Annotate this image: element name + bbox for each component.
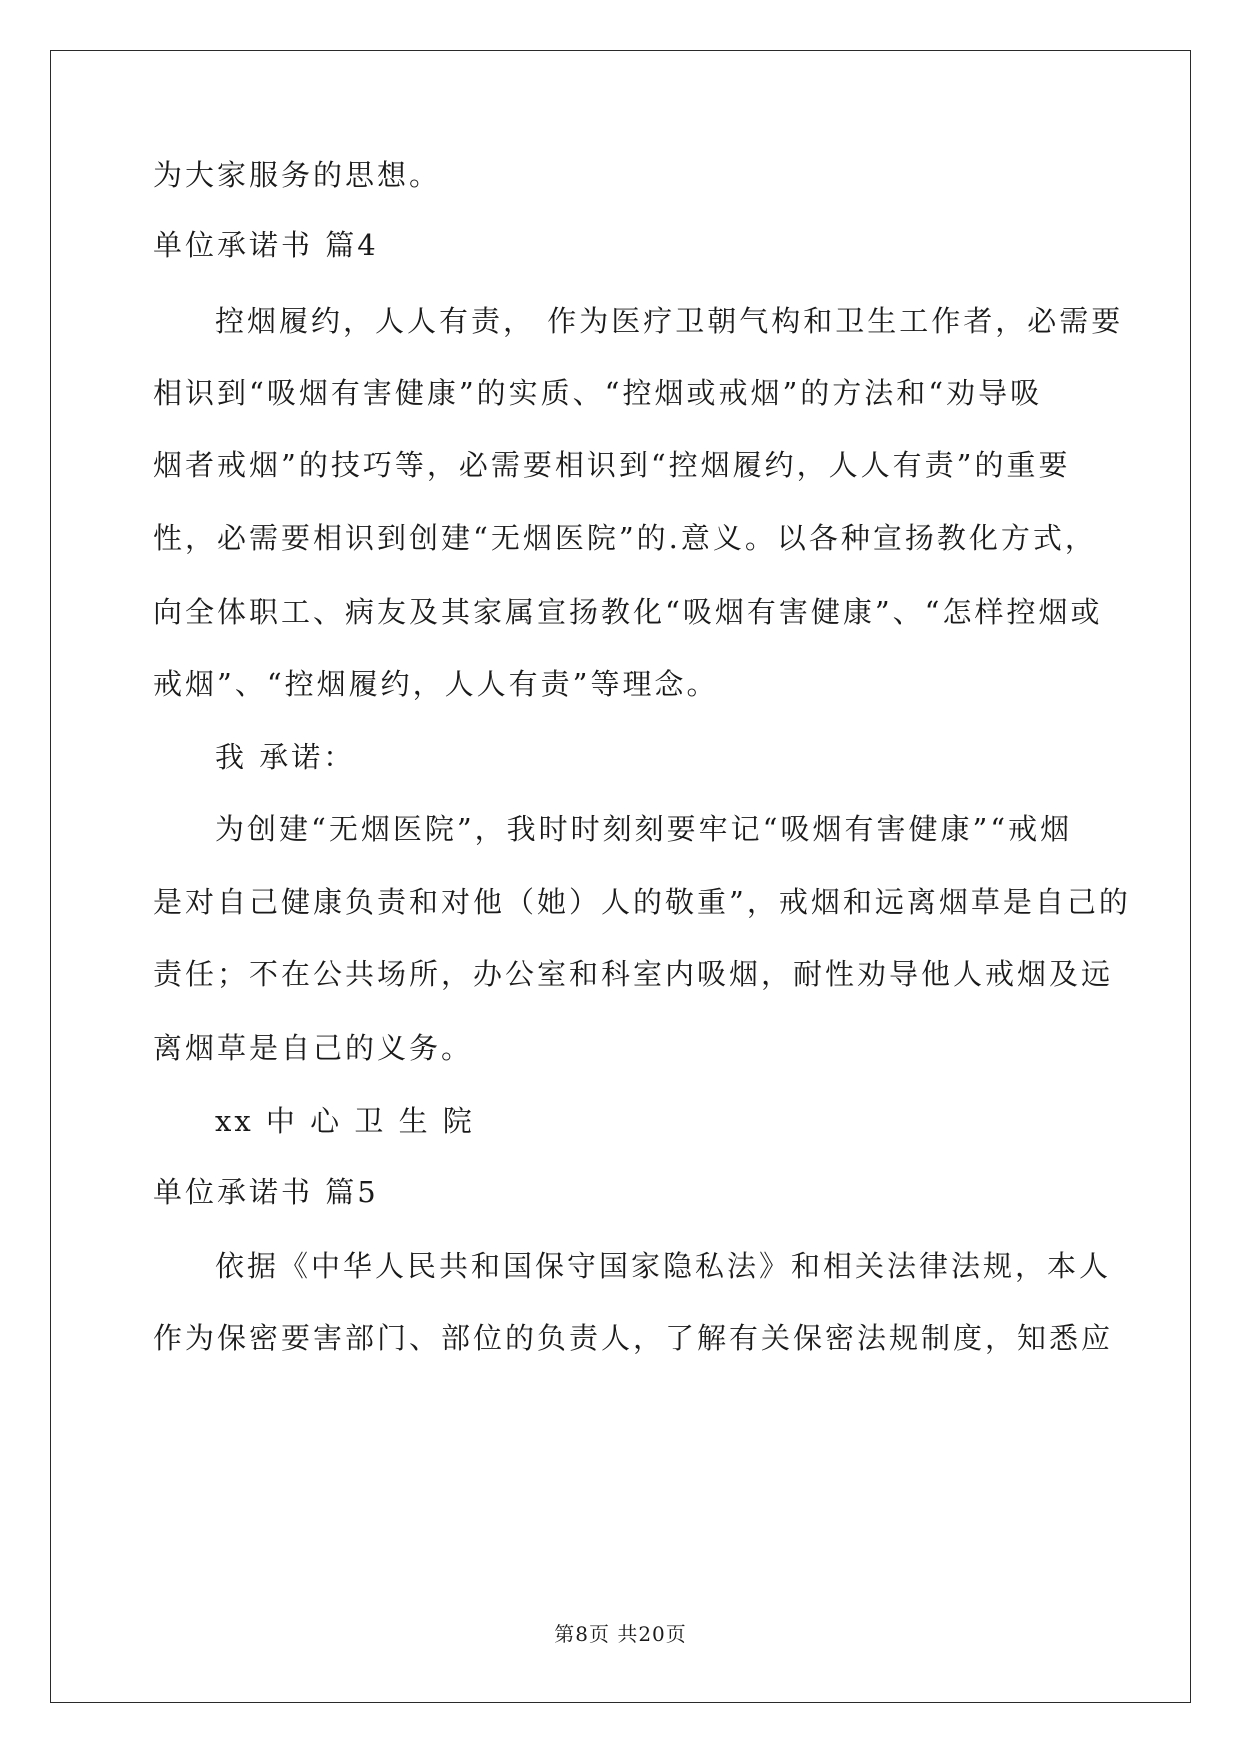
paragraph-line: 烟者戒烟”的技巧等，必需要相识到“控烟履约，人人有责”的重要 [153,448,1071,482]
text-line: 为大家服务的思想。 [153,158,442,192]
paragraph-line: 作为保密要害部门、部位的负责人，了解有关保密法规制度，知悉应 [153,1321,1114,1355]
paragraph-line: 离烟草是自己的义务。 [153,1031,474,1065]
paragraph-line: 依据《中华人民共和国保守国家隐私法》和相关法律法规，本人 [215,1249,1112,1283]
paragraph-line: 为创建“无烟医院”，我时时刻刻要牢记“吸烟有害健康”“戒烟 [215,812,1073,846]
paragraph-line: 向全体职工、病友及其家属宣扬教化“吸烟有害健康”、“怎样控烟或 [153,595,1103,629]
paragraph-line: 戒烟”、“控烟履约，人人有责”等理念。 [153,667,719,701]
paragraph-line: 责任；不在公共场所，办公室和科室内吸烟，耐性劝导他人戒烟及远 [153,957,1114,991]
page-number: 第8页 共20页 [554,1622,687,1646]
section-heading: 单位承诺书 篇5 [153,1175,379,1209]
paragraph-line: 我 承诺： [215,740,356,774]
paragraph-line: 相识到“吸烟有害健康”的实质、“控烟或戒烟”的方法和“劝导吸 [153,376,1043,410]
signature-line: xx 中 心 卫 生 院 [215,1104,475,1138]
section-heading: 单位承诺书 篇4 [153,228,379,262]
paragraph-line: 性，必需要相识到创建“无烟医院”的.意义。以各种宣扬教化方式， [153,521,1097,555]
paragraph-line: 控烟履约，人人有责， 作为医疗卫朝气构和卫生工作者，必需要 [215,304,1124,338]
page-border [50,50,1191,1703]
paragraph-line: 是对自己健康负责和对他（她）人的敬重”，戒烟和远离烟草是自己的 [153,885,1131,919]
